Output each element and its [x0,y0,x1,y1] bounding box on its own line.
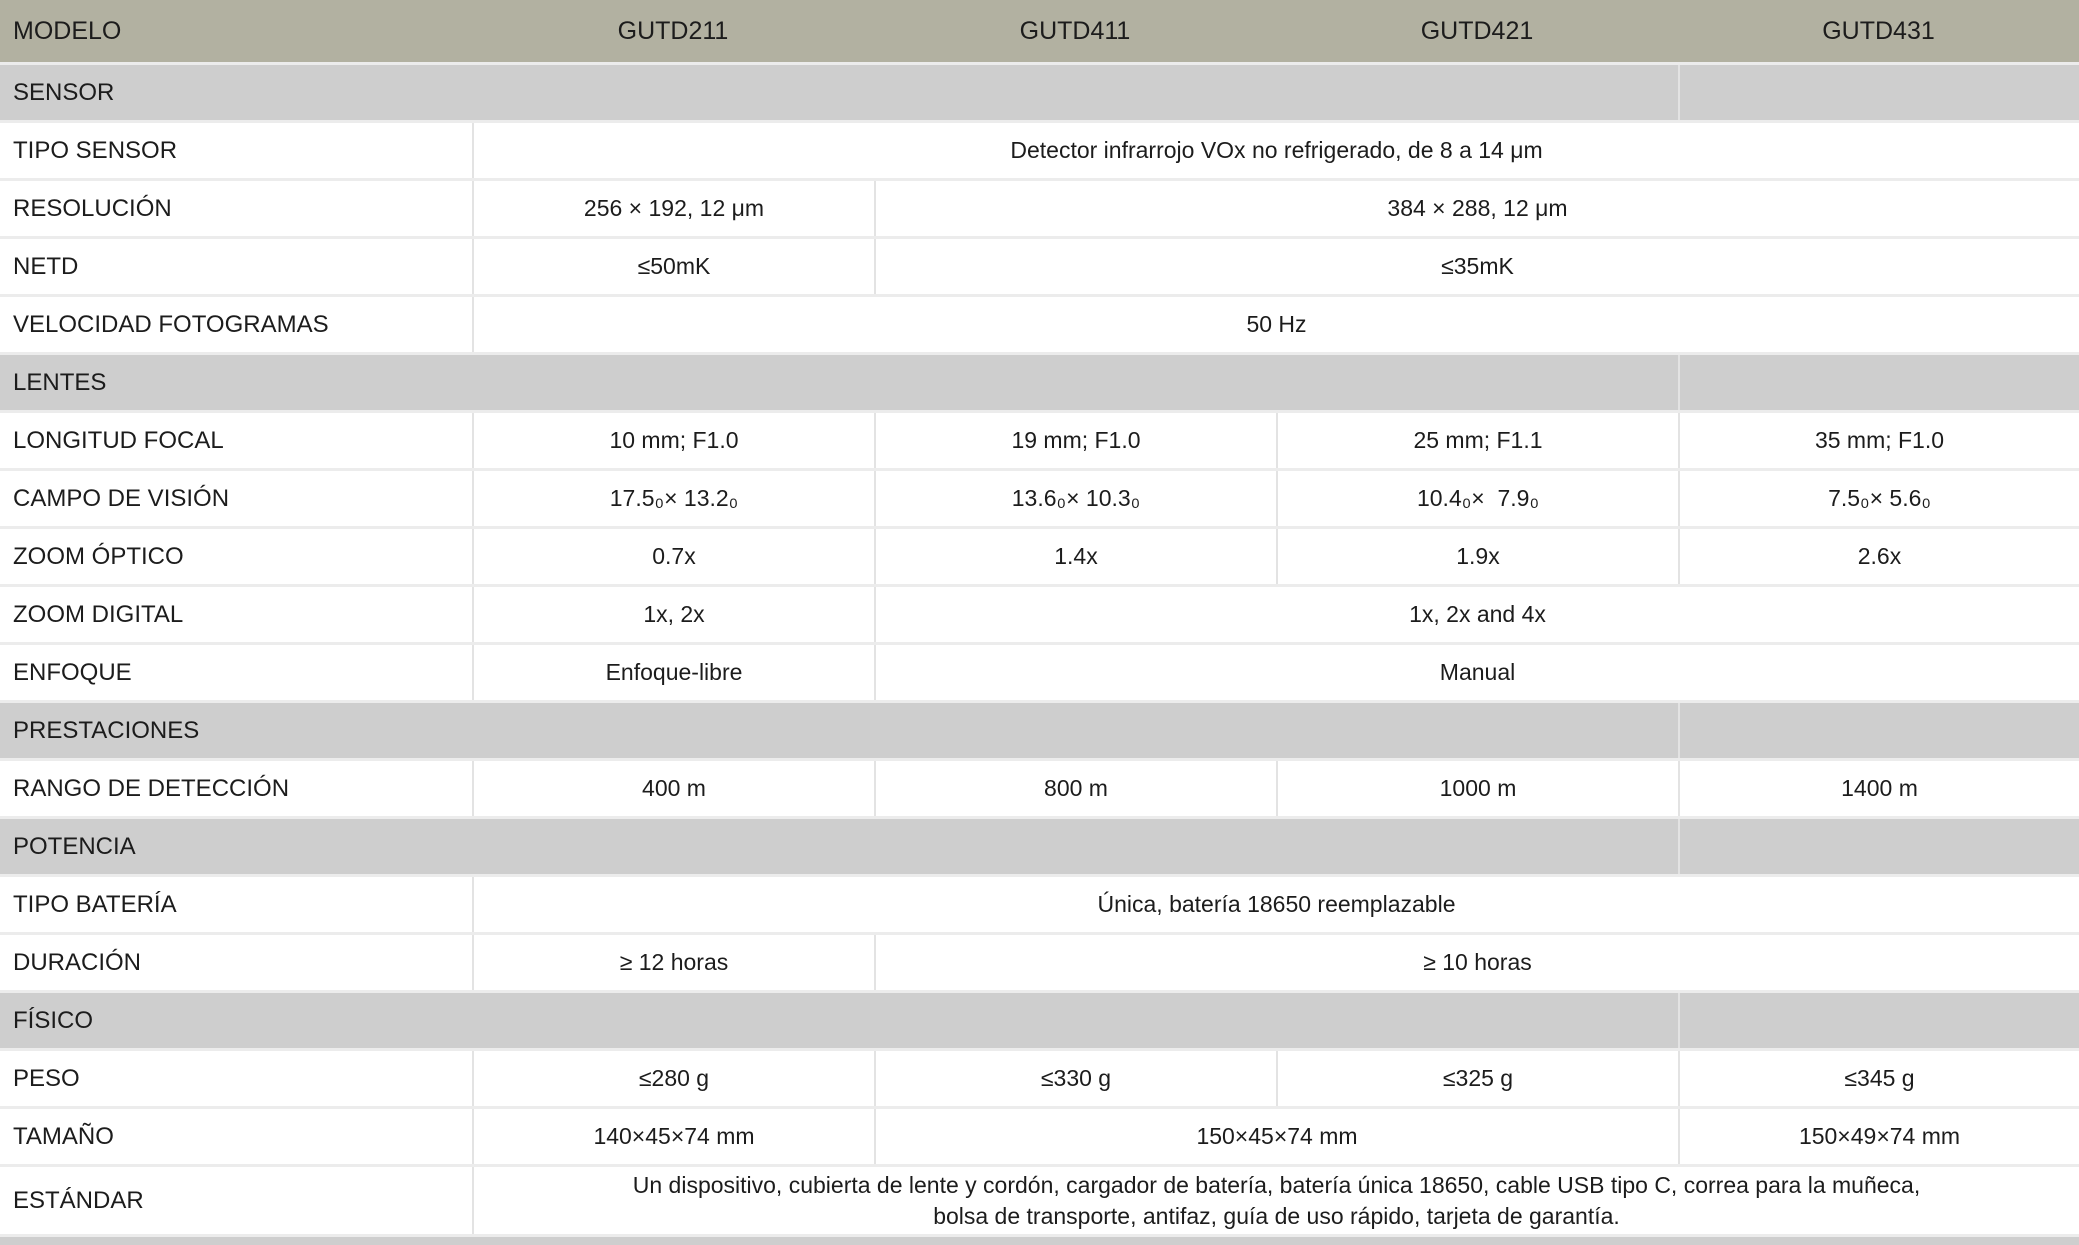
model-header-label: MODELO [13,16,122,45]
spec-value-gutd421: 25 mm; F1.1 [1276,413,1678,468]
spec-value-gutd411-431: ≥ 10 horas [874,935,2079,990]
spec-value-gutd411-431: 384 × 288, 12 μm [874,181,2079,236]
spec-row-resolucion [0,178,2079,236]
spec-value-gutd411-421: 150×45×74 mm [874,1109,1678,1164]
model-header-row [0,0,2079,62]
row-label: RANGO DE DETECCIÓN [13,774,290,802]
spec-value-gutd411: 13.6₀× 10.3₀ [874,471,1276,526]
model-name-gutd421: GUTD421 [1420,16,1534,45]
spec-value-gutd431: 150×49×74 mm [1678,1109,2079,1164]
section-title-lentes: LENTES [0,355,1678,410]
section-row-fisico [0,990,2079,1048]
section-row-sensor [0,62,2079,120]
spec-value-gutd411-431: Manual [874,645,2079,700]
spec-value-gutd421: ≤325 g [1276,1051,1678,1106]
spec-value-gutd211: 1x, 2x [472,587,874,642]
spec-row-estandar [0,1164,2079,1234]
spec-row-zoom-optico [0,526,2079,584]
section-band-tail [1678,993,2079,1048]
row-label: RESOLUCIÓN [13,194,172,222]
section-row-potencia [0,816,2079,874]
section-title-sensor: SENSOR [0,65,1678,120]
spec-value-gutd211: 400 m [472,761,874,816]
spec-value-gutd431: 2.6x [1678,529,2079,584]
spec-value-gutd211: 17.5₀× 13.2₀ [472,471,874,526]
spec-value-gutd411: 800 m [874,761,1276,816]
spec-row-duracion [0,932,2079,990]
spec-row-rango-de-deteccion [0,758,2079,816]
row-label: ZOOM ÓPTICO [13,542,184,570]
spec-value-gutd411-431: 1x, 2x and 4x [874,587,2079,642]
section-row-prestaciones [0,700,2079,758]
spec-row-enfoque [0,642,2079,700]
spec-value-gutd431: 1400 m [1678,761,2079,816]
estandar-line-2: bolsa de transporte, antifaz, guía de uso rápido, tarjeta de garantía. [933,1202,1620,1229]
estandar-line-1: Un dispositivo, cubierta de lente y cordón, cargador de batería, batería única 18650, cable USB tipo C, correa para la muñeca, [632,1171,1921,1198]
row-label: ESTÁNDAR [13,1186,144,1214]
spec-value-gutd211: Enfoque-libre [472,645,874,700]
model-name-gutd211: GUTD211 [617,16,729,45]
section-band-tail [1678,65,2079,120]
spec-row-zoom-digital [0,584,2079,642]
spec-value-gutd421: 1000 m [1276,761,1678,816]
spec-row-tamano [0,1106,2079,1164]
row-label: DURACIÓN [13,948,142,976]
section-band-tail [1678,819,2079,874]
section-band-tail [1678,355,2079,410]
spec-value-gutd211: ≤280 g [472,1051,874,1106]
row-label: PESO [13,1064,80,1092]
spec-value-gutd431: 35 mm; F1.0 [1678,413,2079,468]
spec-value-all-models: 50 Hz [472,297,2079,352]
spec-row-campo-de-vision [0,468,2079,526]
model-name-gutd411: GUTD411 [1019,16,1131,45]
spec-value-gutd411: 1.4x [874,529,1276,584]
spec-value-gutd211: 10 mm; F1.0 [472,413,874,468]
row-label: ZOOM DIGITAL [13,600,184,628]
spec-value-gutd431: 7.5₀× 5.6₀ [1678,471,2079,526]
spec-value-gutd211: 0.7x [472,529,874,584]
spec-row-longitud-focal [0,410,2079,468]
spec-value-gutd411: 19 mm; F1.0 [874,413,1276,468]
spec-row-peso [0,1048,2079,1106]
section-band-tail [1678,703,2079,758]
spec-value-gutd211: 140×45×74 mm [472,1109,874,1164]
spec-value-all-models: Única, batería 18650 reemplazable [472,877,2079,932]
section-title-potencia: POTENCIA [0,819,1678,874]
row-label: LONGITUD FOCAL [13,426,224,454]
spec-row-tipo-sensor [0,120,2079,178]
row-label: VELOCIDAD FOTOGRAMAS [13,310,329,338]
table-bottom-strip [0,1234,2079,1245]
spec-value-gutd211: ≤50mK [472,239,874,294]
spec-row-netd [0,236,2079,294]
spec-value-gutd421: 1.9x [1276,529,1678,584]
spec-row-tipo-bateria [0,874,2079,932]
spec-value-gutd411-431: ≤35mK [874,239,2079,294]
spec-value-gutd431: ≤345 g [1678,1051,2079,1106]
spec-value-gutd421: 10.4₀× 7.9₀ [1276,471,1678,526]
section-row-lentes [0,352,2079,410]
section-title-fisico: FÍSICO [0,993,1678,1048]
spec-value-all-models [472,1167,2079,1234]
spec-value-gutd411: ≤330 g [874,1051,1276,1106]
spec-value-all-models: Detector infrarrojo VOx no refrigerado, de 8 a 14 μm [472,123,2079,178]
row-label: TAMAÑO [13,1122,114,1150]
spec-value-gutd211: ≥ 12 horas [472,935,874,990]
row-label: NETD [13,252,79,280]
model-name-gutd431: GUTD431 [1822,16,1935,45]
spec-value-gutd211: 256 × 192, 12 μm [472,181,874,236]
row-label: ENFOQUE [13,658,132,686]
row-label: CAMPO DE VISIÓN [13,484,230,512]
row-label: TIPO SENSOR [13,136,178,164]
section-title-prestaciones: PRESTACIONES [0,703,1678,758]
spec-row-velocidad-fotogramas [0,294,2079,352]
row-label: TIPO BATERÍA [13,890,177,918]
